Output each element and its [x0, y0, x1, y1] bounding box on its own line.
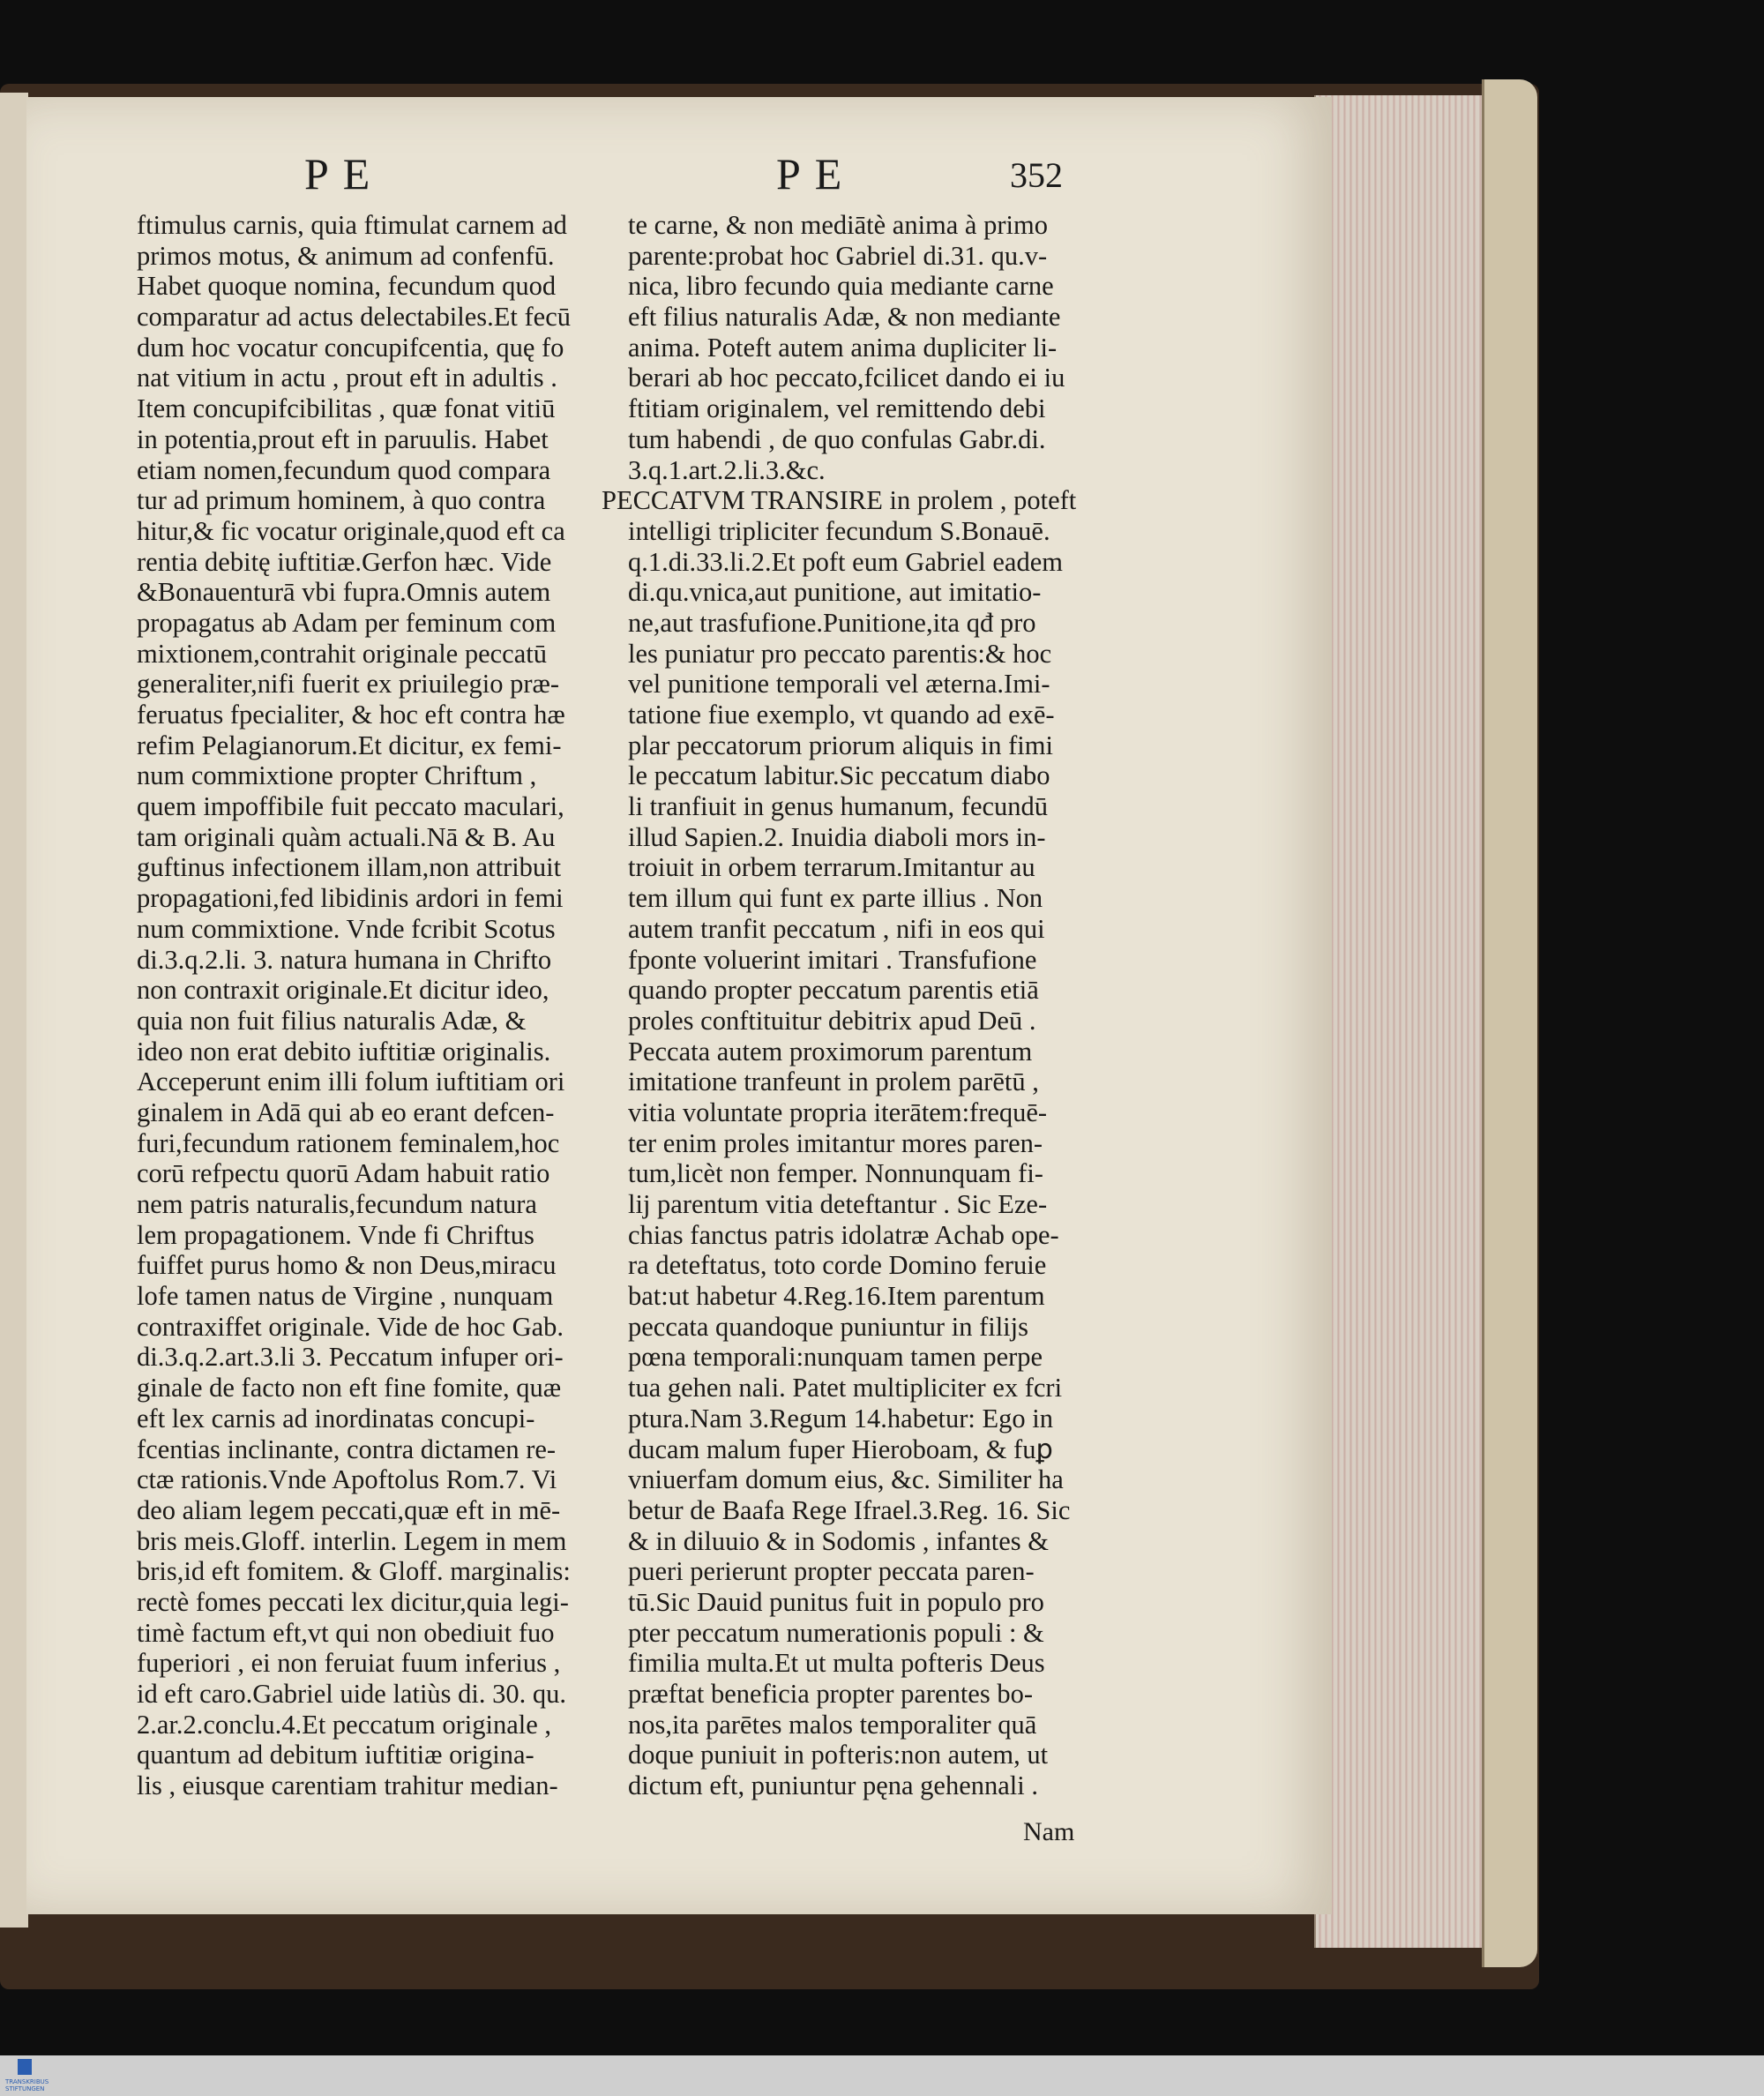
right-column-line: ducam malum fuper Hieroboam, & fuꝑ — [628, 1434, 1053, 1464]
right-column-line: pter peccatum numerationis populi : & — [628, 1617, 1044, 1648]
left-column-line: ginale de facto non eft fine fomite, quæ — [137, 1373, 562, 1404]
page-fore-edge — [1314, 95, 1484, 1948]
right-column-line: les puniatur pro peccato parentis:& hoc — [628, 638, 1052, 669]
left-column-line: bris meis.Gloff. interlin. Legem in mem — [137, 1525, 567, 1556]
left-page-edge — [0, 93, 28, 1928]
left-column-line: propagatus ab Adam per feminum com — [137, 607, 557, 638]
left-column-line: furi,fecundum rationem feminalem,hoc — [137, 1127, 560, 1158]
left-column-line: Habet quoque nomina, fecundum quod — [137, 271, 557, 302]
right-column-line: PECCATVM TRANSIRE in prolem , poteft — [602, 485, 1077, 516]
page-number: 352 — [1010, 155, 1063, 195]
left-column-line: nem patris naturalis,fecundum natura — [137, 1189, 537, 1219]
right-column-line: imitatione tranfeunt in prolem parētū , — [628, 1067, 1039, 1097]
left-column-line: primos motus, & animum ad confenfū. — [137, 240, 555, 271]
left-column-line: eft lex carnis ad inordinatas concupi- — [137, 1403, 535, 1434]
left-column-line: Item concupifcibilitas , quæ fonat vitiū — [137, 393, 556, 424]
right-column-line: intelligi tripliciter fecundum S.Bonauē. — [628, 515, 1050, 546]
right-column-line: troiuit in orbem terrarum.Imitantur au — [628, 852, 1035, 883]
right-column-line: nos,ita parētes malos temporaliter quā — [628, 1709, 1037, 1740]
right-column-line: parente:probat hoc Gabriel di.31. qu.v- — [628, 240, 1048, 271]
logo-icon — [18, 2059, 32, 2075]
right-column-line: betur de Baafa Rege Ifrael.3.Reg. 16. Sic — [628, 1494, 1071, 1525]
right-column-line: tum,licèt non femper. Nonnunquam fi- — [628, 1158, 1043, 1189]
left-column-line: 2.ar.2.conclu.4.Et peccatum originale , — [137, 1709, 552, 1740]
left-column-line: bris,id eft fomitem. & Gloff. marginalis: — [137, 1556, 571, 1587]
right-column-line: di.qu.vnica,aut punitione, aut imitatio- — [628, 577, 1042, 608]
right-column-line: & in diluuio & in Sodomis , infantes & — [628, 1525, 1049, 1556]
right-column-line: peccata quandoque puniuntur in filijs — [628, 1311, 1028, 1342]
right-column-line: dictum eft, puniuntur pęna gehennali . — [628, 1770, 1038, 1801]
left-column-line: quantum ad debitum iuftitiæ origina- — [137, 1740, 534, 1770]
left-column-line: non contraxit originale.Et dicitur ideo, — [137, 975, 549, 1006]
right-column-line: autem tranfit peccatum , nifi in eos qui — [628, 913, 1045, 944]
left-column-line: ideo non erat debito iuftitiæ originalis. — [137, 1036, 551, 1067]
right-column-line: eft filius naturalis Adæ, & non mediante — [628, 302, 1061, 333]
right-text-column — [602, 210, 1126, 1801]
viewer-footer-bar — [0, 2055, 1764, 2096]
right-column-line: li tranfiuit in genus humanum, fecundū — [628, 791, 1049, 822]
left-column-line: di.3.q.2.art.3.li 3. Peccatum infuper ori- — [137, 1342, 564, 1373]
right-column-line: te carne, & non mediātè anima à primo — [628, 210, 1048, 240]
right-column-line: vitia voluntate propria iterātem:frequē- — [628, 1097, 1048, 1127]
right-column-line: lij parentum vitia deteftantur . Sic Eze- — [628, 1189, 1048, 1219]
right-column-line: tem illum qui funt ex parte illius . Non — [628, 883, 1043, 914]
left-column-line: tam originali quàm actuali.Nā & B. Au — [137, 821, 556, 852]
right-column-line: ter enim proles imitantur mores paren- — [628, 1127, 1043, 1158]
right-column-line: tū.Sic Dauid punitus fuit in populo pro — [628, 1586, 1044, 1617]
catchword: Nam — [1023, 1817, 1075, 1846]
right-column-line: q.1.di.33.li.2.Et poft eum Gabriel eadem — [628, 546, 1063, 577]
left-column-line: Acceperunt enim illi folum iuftitiam ori — [137, 1067, 565, 1097]
left-column-line: tur ad primum hominem, à quo contra — [137, 485, 546, 516]
right-column-line: doque puniuit in pofteris:non autem, ut — [628, 1740, 1049, 1770]
left-column-line: num commixtione. Vnde fcribit Scotus — [137, 913, 556, 944]
right-column-line: le peccatum labitur.Sic peccatum diabo — [628, 760, 1050, 791]
running-head-center: PE — [776, 149, 856, 198]
logo-text: TRANSKRIBUS STIFTUNGEN — [5, 2078, 49, 2092]
left-column-line: num commixtione propter Chriftum , — [137, 760, 537, 791]
left-column-line: etiam nomen,fecundum quod compara — [137, 454, 551, 485]
right-column-line: chias fanctus patris idolatræ Achab ope- — [628, 1219, 1059, 1250]
running-head-left: PE — [304, 149, 385, 198]
right-column-line: fimilia multa.Et ut multa pofteris Deus — [628, 1648, 1045, 1679]
right-column-line: ra deteftatus, toto corde Domino feruie — [628, 1250, 1047, 1281]
left-column-line: rentia debitę iuftitiæ.Gerfon hæc. Vide — [137, 546, 552, 577]
right-column-line: ftitiam originalem, vel remittendo debi — [628, 393, 1046, 424]
right-column-line: nica, libro fecundo quia mediante carne — [628, 271, 1054, 302]
right-column-line: tua gehen nali. Patet multipliciter ex fcri — [628, 1373, 1063, 1404]
right-column-line: quando propter peccatum parentis etiā — [628, 975, 1039, 1006]
left-column-line: dum hoc vocatur concupifcentia, quę fo — [137, 332, 564, 363]
left-column-line: mixtionem,contrahit originale peccatū — [137, 638, 547, 669]
left-column-line: fuperiori , ei non feruiat fuum inferius , — [137, 1648, 561, 1679]
right-column-line: tum habendi , de quo confulas Gabr.di. — [628, 423, 1046, 454]
left-column-line: lem propagationem. Vnde fi Chriftus — [137, 1219, 534, 1250]
right-column-line: illud Sapien.2. Inuidia diaboli mors in- — [628, 821, 1046, 852]
right-column-line: plar peccatorum priorum aliquis in fimi — [628, 730, 1053, 760]
right-column-line: ptura.Nam 3.Regum 14.habetur: Ego in — [628, 1403, 1053, 1434]
right-column-line: pœna temporali:nunquam tamen perpe — [628, 1342, 1043, 1373]
left-column-line: lis , eiusque carentiam trahitur median- — [137, 1770, 558, 1801]
right-column-line: fponte voluerint imitari . Transfufione — [628, 944, 1037, 975]
left-column-line: feruatus fpecialiter, & hoc eft contra hæ — [137, 700, 565, 730]
right-column-line: pueri perierunt propter peccata paren- — [628, 1556, 1035, 1587]
right-column-line: anima. Poteft autem anima dupliciter li- — [628, 332, 1058, 363]
left-column-line: ftimulus carnis, quia ftimulat carnem ad — [137, 210, 567, 240]
left-column-line: fcentias inclinante, contra dictamen re- — [137, 1434, 557, 1464]
left-column-line: nat vitium in actu , prout eft in adultis . — [137, 363, 557, 393]
left-column-line: &Bonauenturā vbi fupra.Omnis autem — [137, 577, 551, 608]
left-column-line: guftinus infectionem illam,non attribuit — [137, 852, 562, 883]
left-column-line: lofe tamen natus de Virgine , nunquam — [137, 1281, 554, 1312]
left-column-line: propagationi,fed libidinis ardori in femi — [137, 883, 564, 914]
left-column-line: hitur,& fic vocatur originale,quod eft ca — [137, 515, 565, 546]
right-column-line: vel punitione temporali vel æterna.Imi- — [628, 669, 1050, 700]
book-cover-edge — [1482, 79, 1537, 1967]
left-column-line: rectè fomes peccati lex dicitur,quia legi- — [137, 1586, 569, 1617]
right-column-line: berari ab hoc peccato,fcilicet dando ei iu — [628, 363, 1065, 393]
library-logo[interactable] — [5, 2059, 49, 2092]
left-column-line: refim Pelagianorum.Et dicitur, ex femi- — [137, 730, 562, 760]
left-column-line: corū refpectu quorū Adam habuit ratio — [137, 1158, 550, 1189]
left-column-line: fuiffet purus homo & non Deus,miracu — [137, 1250, 557, 1281]
left-column-line: generaliter,nifi fuerit ex priuilegio præ- — [137, 669, 559, 700]
left-text-column — [137, 210, 600, 1801]
left-column-line: quia non fuit filius naturalis Adæ, & — [137, 1005, 527, 1036]
right-column-line: proles conftituitur debitrix apud Deū . — [628, 1005, 1036, 1036]
right-column-line: bat:ut habetur 4.Reg.16.Item parentum — [628, 1281, 1045, 1312]
left-column-line: ctæ rationis.Vnde Apoftolus Rom.7. Vi — [137, 1464, 557, 1495]
left-column-line: ginalem in Adā qui ab eo erant defcen- — [137, 1097, 555, 1127]
left-column-line: id eft caro.Gabriel uide latiùs di. 30. qu. — [137, 1679, 567, 1709]
left-column-line: contraxiffet originale. Vide de hoc Gab. — [137, 1311, 564, 1342]
left-column-line: comparatur ad actus delectabiles.Et fecū — [137, 302, 571, 333]
left-column-line: quem impoffibile fuit peccato maculari, — [137, 791, 564, 822]
right-column-line: ne,aut trasfufione.Punitione,ita qđ pro — [628, 607, 1036, 638]
left-column-line: in potentia,prout eft in paruulis. Habet — [137, 423, 549, 454]
right-column-line: tatione fiue exemplo, vt quando ad exē- — [628, 700, 1055, 730]
right-column-line: Peccata autem proximorum parentum — [628, 1036, 1033, 1067]
right-column-line: præftat beneficia propter parentes bo- — [628, 1679, 1033, 1709]
right-column-line: 3.q.1.art.2.li.3.&c. — [628, 454, 826, 485]
left-column-line: di.3.q.2.li. 3. natura humana in Chrifto — [137, 944, 552, 975]
left-column-line: timè factum eft,vt qui non obediuit fuo — [137, 1617, 555, 1648]
left-column-line: deo aliam legem peccati,quæ eft in mē- — [137, 1494, 561, 1525]
right-column-line: vniuerfam domum eius, &c. Similiter ha — [628, 1464, 1064, 1495]
